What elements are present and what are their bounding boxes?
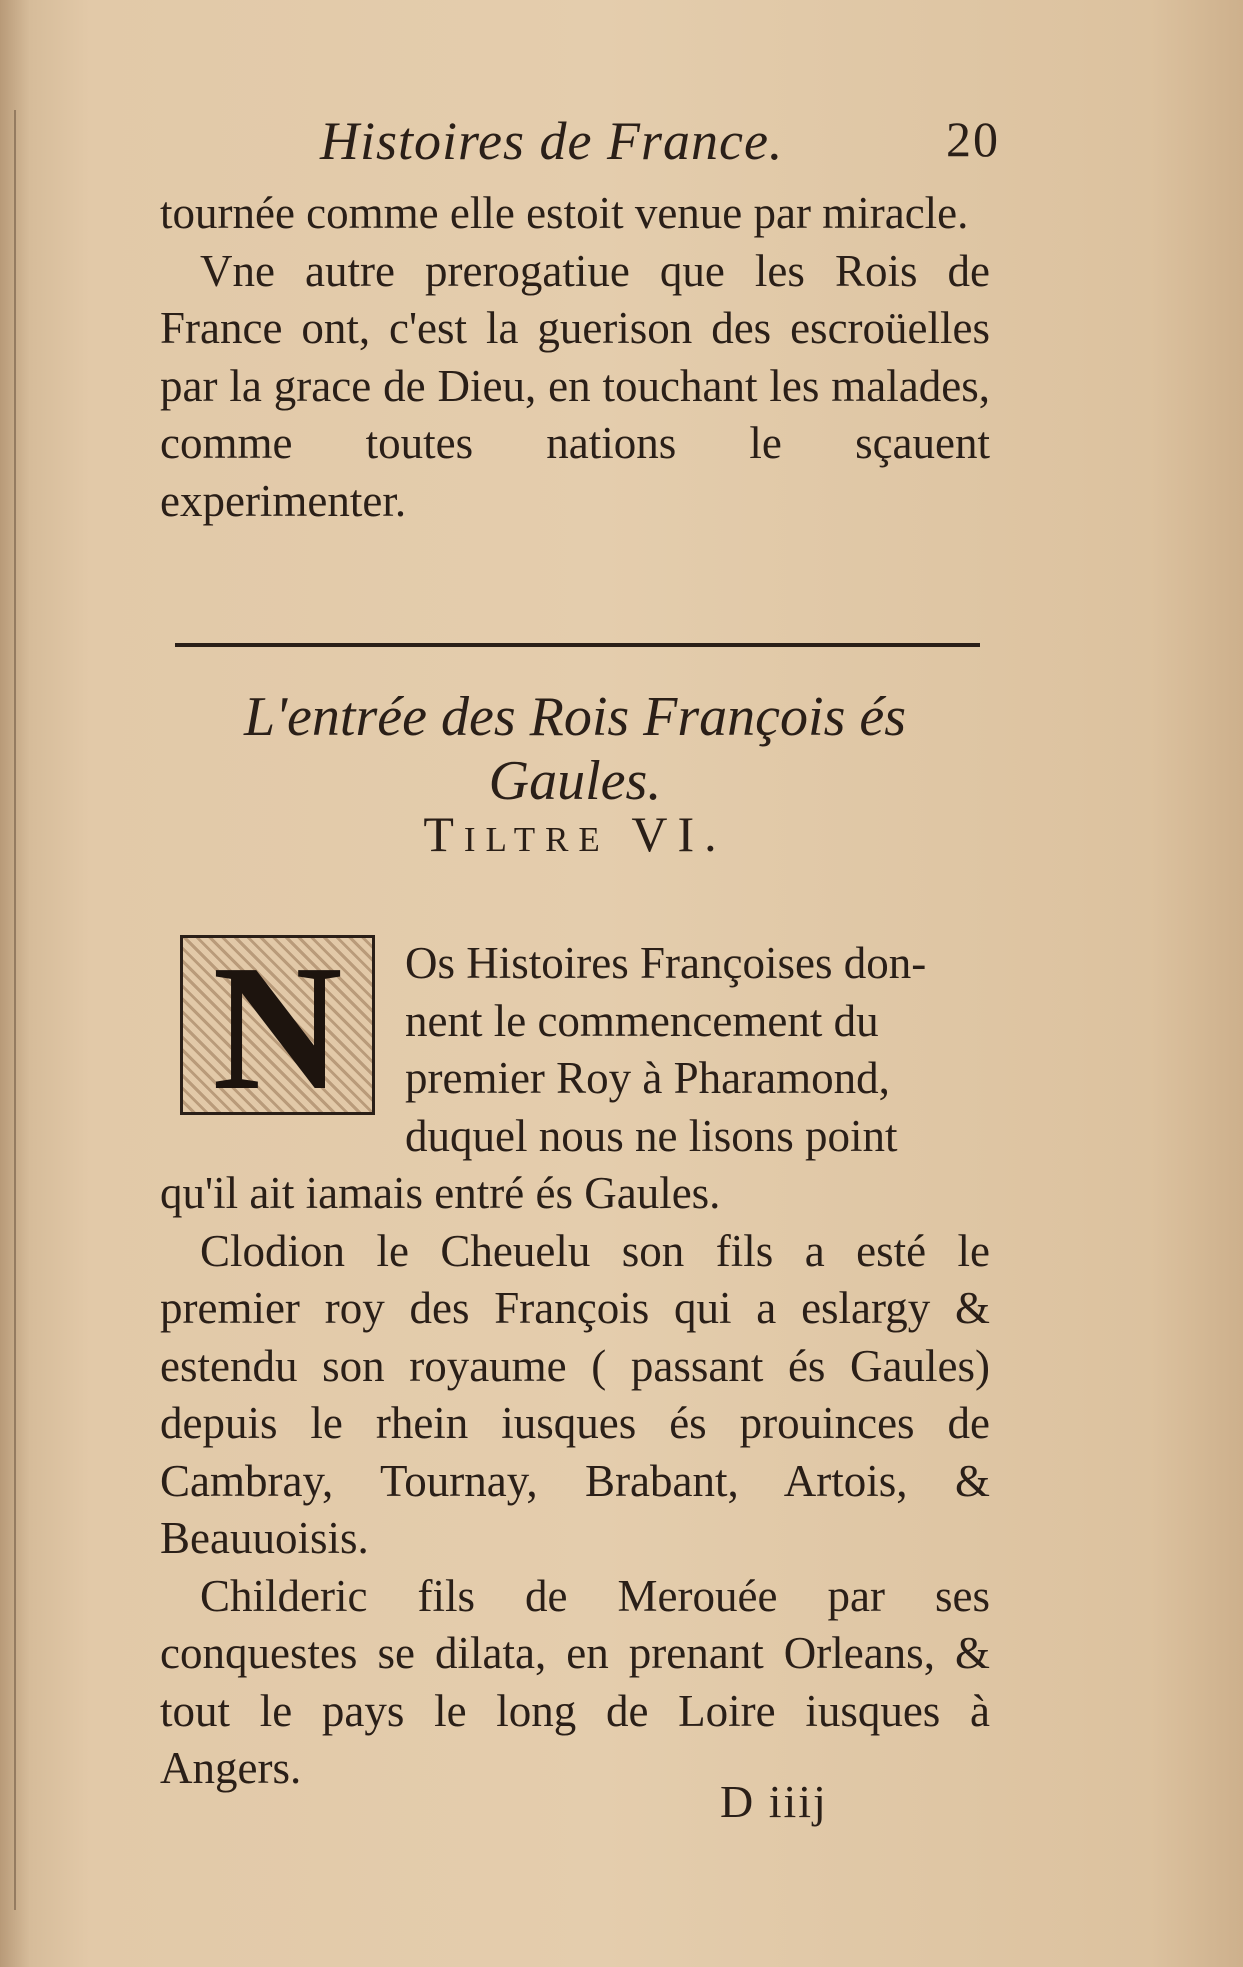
signature-mark: D iiij: [720, 1776, 828, 1827]
section-heading: L'entrée des Rois François és Gaules.: [243, 686, 907, 812]
lead-text-block: [160, 185, 990, 530]
running-title: Histoires de France.: [320, 111, 784, 171]
paragraph-childeric: Childeric fils de Merouée par ses conquestes se dilata, en prenant Orleans, & tout le pays le long de Loire iusques à Angers.: [160, 1570, 990, 1793]
wrapped-line: Os Histoires Françoises don-: [405, 938, 927, 988]
section-divider-rule: [175, 643, 980, 647]
wrapped-line: duquel nous ne lisons point: [405, 1110, 898, 1161]
section-number: Tiltre VI.: [423, 806, 727, 862]
paragraph-pharamond-end: qu'il ait iamais entré és Gaules.: [160, 1168, 721, 1218]
page-header: [320, 110, 1000, 170]
paragraph-continuation: tournée comme elle estoit venue par miracle.: [160, 188, 969, 238]
dropcap-letter: N: [212, 928, 343, 1127]
page-number: 20: [946, 111, 1000, 167]
paragraph-prerogative: Vne autre prerogatiue que les Rois de France ont, c'est la guerison des escroüelles par la grace de Dieu, en touchant les malades, comme toutes nations le sçauent experimenter.: [160, 245, 990, 526]
wrapped-line: premier Roy à Pharamond,: [405, 1053, 890, 1103]
page-edge-shadow: [14, 110, 16, 1910]
paragraph-clodion: Clodion le Cheuelu son fils a esté le premier roy des François qui a eslargy & estendu son royaume ( passant és Gaules) depuis le rhein iusques és prouinces de Cambray, Tournay, Brabant, Artois, & Beauuoisis.: [160, 1225, 990, 1563]
main-text-block: [160, 928, 990, 1798]
wrapped-line: nent le commencement du: [405, 995, 879, 1046]
